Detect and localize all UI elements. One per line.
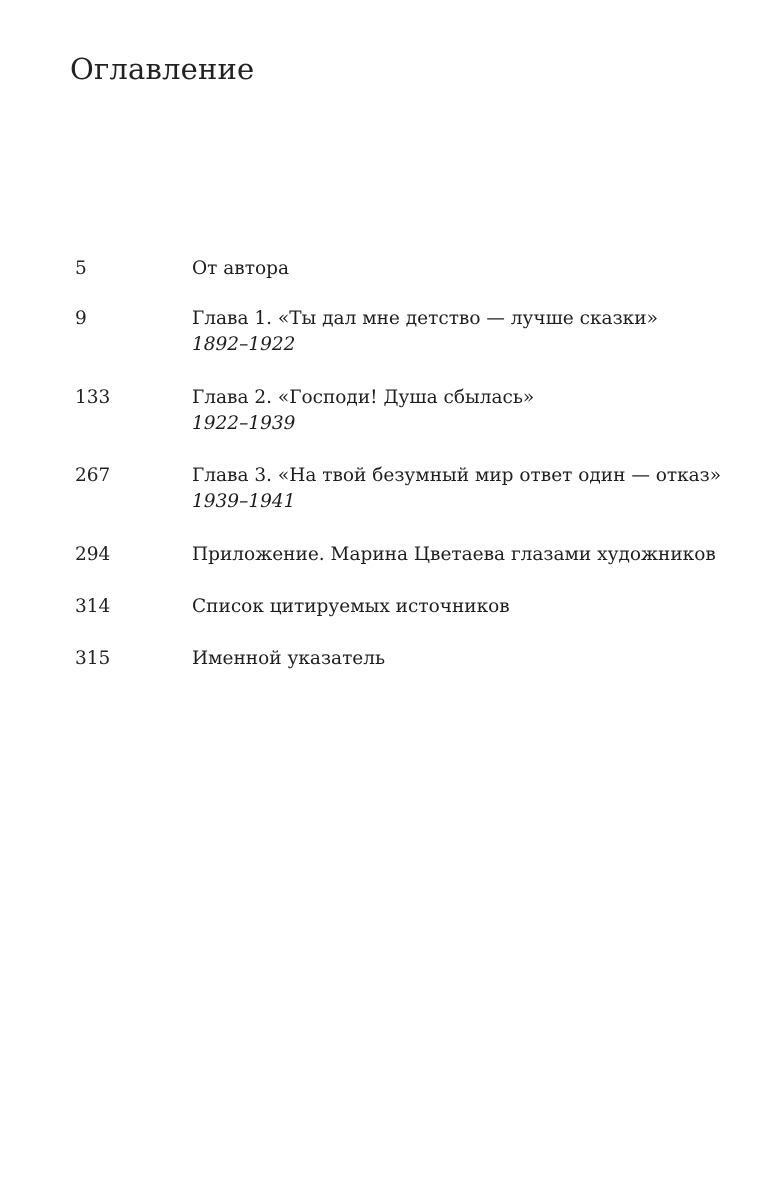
entry-text <box>192 306 752 358</box>
page-number: 133 <box>75 387 111 408</box>
entry-title: Приложение. Марина Цветаева глазами художников <box>192 544 716 565</box>
entry-text <box>192 256 752 282</box>
entry-years: 1939–1941 <box>192 491 296 512</box>
entry-text <box>192 542 752 568</box>
entry-title: Именной указатель <box>192 648 386 669</box>
entry-title: Глава 2. «Господи! Душа сбылась» <box>192 387 535 408</box>
entry-title: Список цитируемых источников <box>192 596 510 617</box>
page-number: 267 <box>75 465 111 486</box>
page-number: 294 <box>75 544 111 565</box>
entry-years: 1922–1939 <box>192 413 296 434</box>
page-number: 315 <box>75 648 111 669</box>
page-title: Оглавление <box>70 52 255 86</box>
entry-title: Глава 1. «Ты дал мне детство — лучше сказки» <box>192 308 658 329</box>
entry-title: От автора <box>192 258 289 279</box>
entry-text <box>192 463 752 515</box>
entry-text <box>192 594 752 620</box>
entry-title: Глава 3. «На твой безумный мир ответ один — отказ» <box>192 465 722 486</box>
page-number: 9 <box>75 308 87 329</box>
entry-years: 1892–1922 <box>192 334 296 355</box>
page-number: 5 <box>75 258 87 279</box>
page-number: 314 <box>75 596 111 617</box>
entry-text <box>192 646 752 672</box>
entry-text <box>192 385 752 437</box>
